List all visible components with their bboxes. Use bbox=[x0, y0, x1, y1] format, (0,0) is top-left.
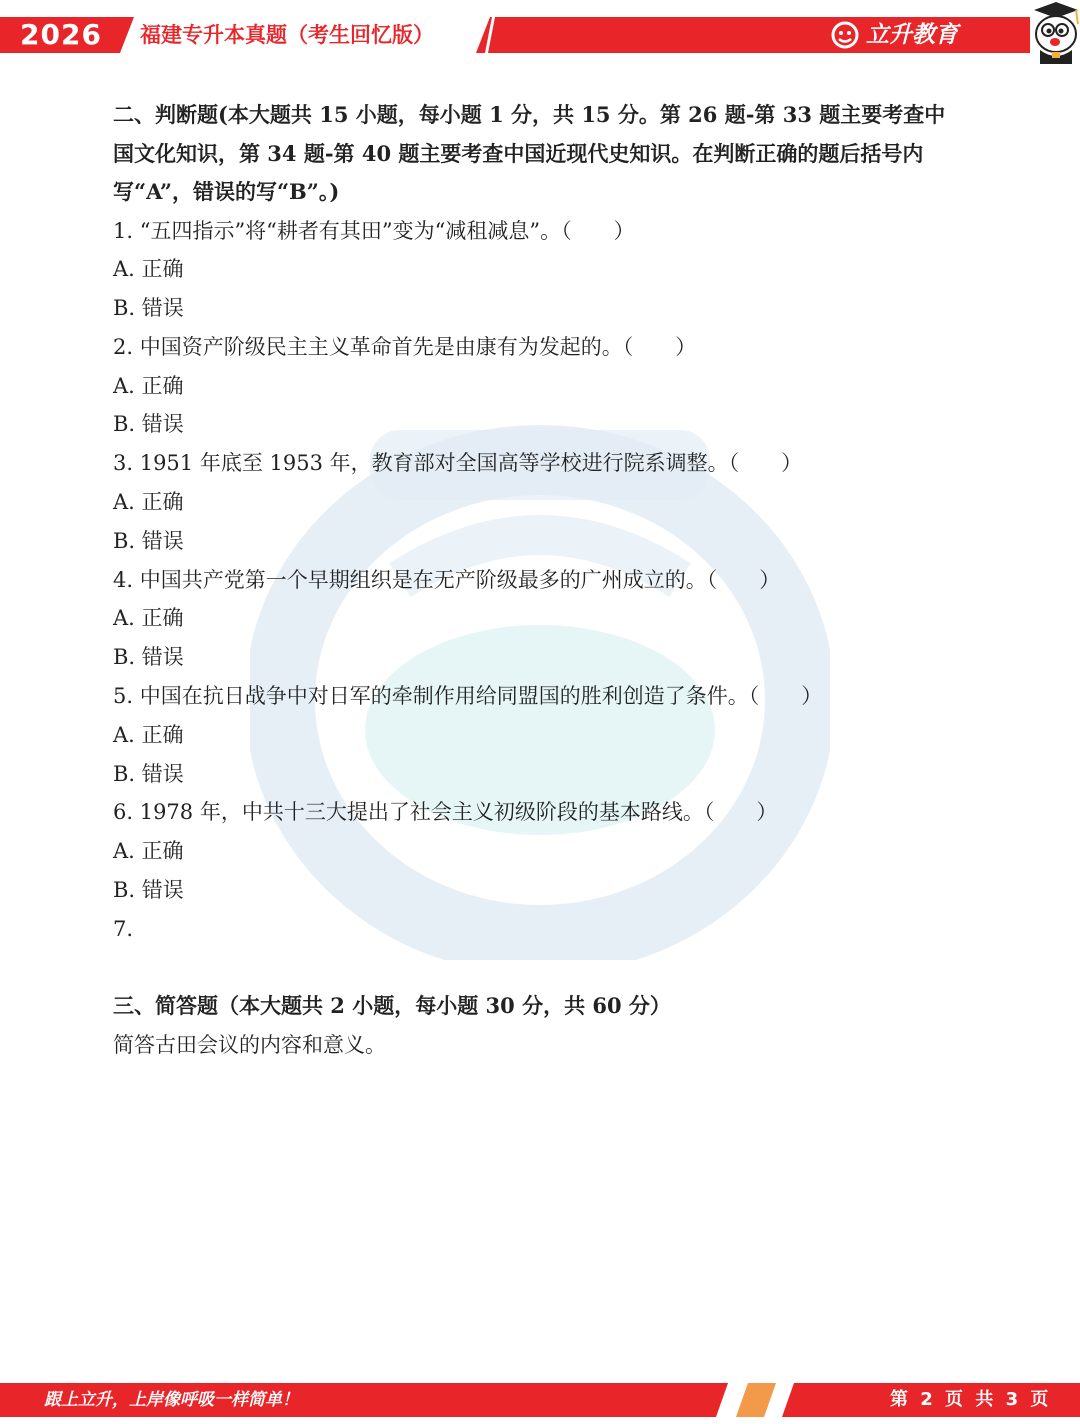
footer-accent bbox=[736, 1383, 776, 1417]
header-title: 福建专升本真题（考生回忆版） bbox=[140, 23, 434, 47]
heading-line: 二、判断题(本大题共 15 小题，每小题 1 分，共 15 分。第 26 题-第 33 题主要考查中 bbox=[113, 102, 946, 127]
question-6 bbox=[113, 793, 983, 909]
option-a: A. 正确 bbox=[113, 257, 184, 282]
option-a: A. 正确 bbox=[113, 373, 184, 398]
option-b: B. 错误 bbox=[113, 878, 184, 903]
question-7-number: 7. bbox=[113, 916, 134, 941]
option-a: A. 正确 bbox=[113, 490, 184, 515]
question-1 bbox=[113, 212, 983, 328]
option-b: B. 错误 bbox=[113, 645, 184, 670]
question-4 bbox=[113, 561, 983, 677]
option-b: B. 错误 bbox=[113, 296, 184, 321]
option-a: A. 正确 bbox=[113, 722, 184, 747]
option-a: A. 正确 bbox=[113, 606, 184, 631]
question-stem: 2. 中国资产阶级民主主义革命首先是由康有为发起的。（ ） bbox=[113, 334, 697, 359]
mascot-icon bbox=[1026, 0, 1080, 64]
question-5 bbox=[113, 677, 983, 793]
footer-slogan: 跟上立升，上岸像呼吸一样简单！ bbox=[44, 1390, 299, 1410]
header-year: 2026 bbox=[20, 18, 102, 51]
brand-logo-icon bbox=[830, 20, 860, 50]
page-footer bbox=[0, 1383, 1080, 1417]
brand-name: 立升教育 bbox=[866, 22, 958, 48]
question-stem: 3. 1951 年底至 1953 年，教育部对全国高等学校进行院系调整。（ ） bbox=[113, 451, 803, 476]
heading-line: 写“A”，错误的写“B”。) bbox=[113, 179, 340, 204]
question-stem: 5. 中国在抗日战争中对日军的牵制作用给同盟国的胜利创造了条件。（ ） bbox=[113, 684, 823, 709]
option-b: B. 错误 bbox=[113, 528, 184, 553]
heading-line: 国文化知识，第 34 题-第 40 题主要考查中国近现代史知识。在判断正确的题后括号内 bbox=[113, 140, 924, 166]
section-3-heading: 三、简答题（本大题共 2 小题，每小题 30 分，共 60 分） bbox=[113, 993, 671, 1019]
option-a: A. 正确 bbox=[113, 839, 184, 864]
question-stem: 4. 中国共产党第一个早期组织是在无产阶级最多的广州成立的。（ ） bbox=[113, 567, 781, 592]
question-stem: 6. 1978 年，中共十三大提出了社会主义初级阶段的基本路线。（ ） bbox=[113, 800, 778, 825]
option-b: B. 错误 bbox=[113, 761, 184, 786]
question-3 bbox=[113, 444, 983, 560]
page-number: 第 2 页 共 3 页 bbox=[890, 1389, 1052, 1410]
page-header bbox=[0, 0, 1080, 72]
question-2 bbox=[113, 328, 983, 444]
question-stem: 1. “五四指示”将“耕者有其田”变为“减租减息”。（ ） bbox=[113, 218, 635, 243]
section-2-heading bbox=[113, 96, 983, 212]
option-b: B. 错误 bbox=[113, 412, 184, 437]
exam-content bbox=[113, 96, 983, 1065]
spacer bbox=[113, 949, 983, 988]
short-answer-question: 简答古田会议的内容和意义。 bbox=[113, 1033, 386, 1058]
